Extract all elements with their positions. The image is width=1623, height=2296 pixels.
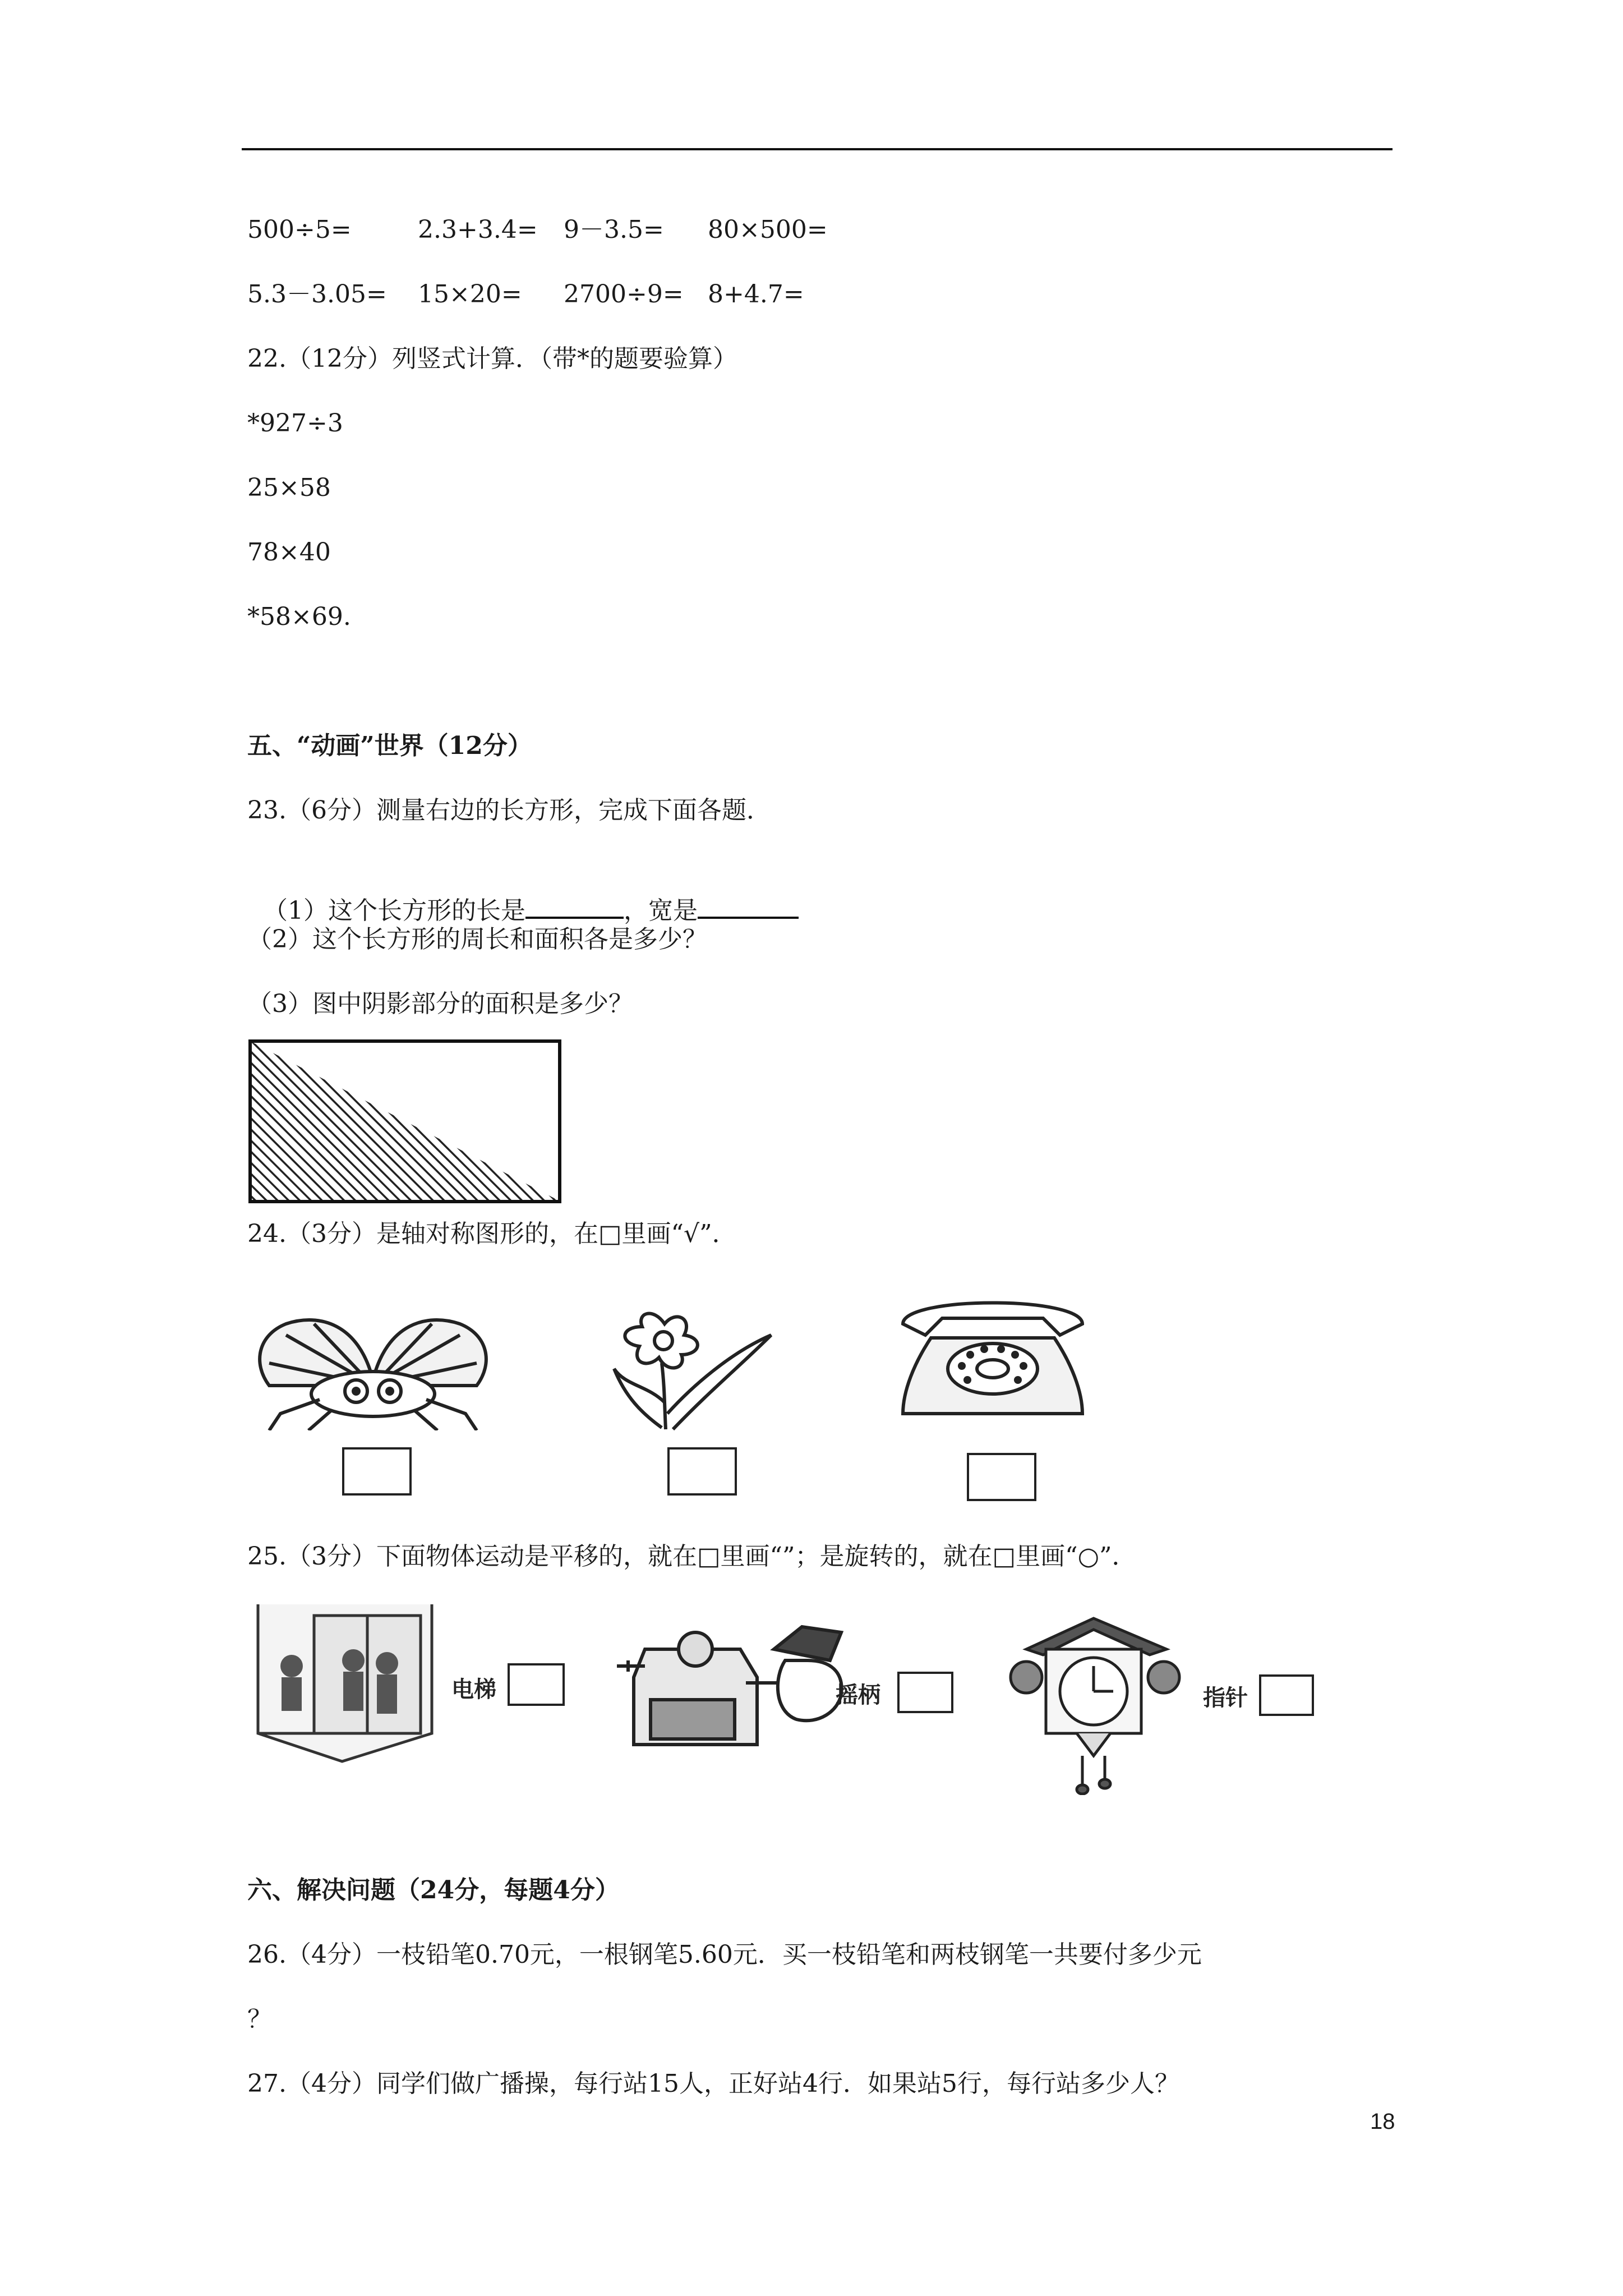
q24-telephone-checkbox[interactable] xyxy=(967,1453,1036,1501)
telephone-picture xyxy=(892,1285,1094,1425)
calc-row-1-item-4: 80×500= xyxy=(708,215,828,244)
calc-row-2-item-3: 2700÷9= xyxy=(564,280,684,309)
shaded-rectangle-figure xyxy=(247,1038,566,1206)
width-answer-blank[interactable] xyxy=(698,892,799,919)
q24-insect-checkbox[interactable] xyxy=(342,1447,412,1496)
section-5-heading: 五、“动画”世界（12分） xyxy=(247,731,532,760)
q23-part-3: （3）图中阴影部分的面积是多少？ xyxy=(247,990,633,1018)
section-6-heading: 六、解决问题（24分，每题4分） xyxy=(247,1876,620,1904)
calc-row-1-item-2: 2.3+3.4= xyxy=(418,215,538,244)
q26-line-1: 26.（4分）一枝铅笔0.70元，一根钢笔5.60元．买一枝铅笔和两枝钢笔一共要付多少元 xyxy=(247,1940,1202,1969)
crank-sharpener-picture xyxy=(617,1616,852,1756)
calc-row-2-item-1: 5.3－3.05= xyxy=(247,280,387,309)
q26-line-2: ？ xyxy=(247,2005,272,2033)
q23-part-1-length-label: （1）这个长方形的长是 xyxy=(262,896,525,925)
q23-part-2: （2）这个长方形的周长和面积各是多少？ xyxy=(247,925,707,954)
insect-picture xyxy=(247,1301,499,1430)
crank-label: 摇柄 xyxy=(836,1682,880,1708)
flower-picture xyxy=(603,1301,782,1430)
shaded-triangle xyxy=(250,1041,559,1200)
q22-item-3: 78×40 xyxy=(247,538,331,567)
page-number: 18 xyxy=(1370,2109,1395,2134)
q27-title: 27.（4分）同学们做广播操，每行站15人，正好站4行．如果站5行，每行站多少人？ xyxy=(247,2069,1179,2098)
calc-row-2-item-2: 15×20= xyxy=(418,280,522,309)
calc-row-2-item-4: 8+4.7= xyxy=(708,280,804,309)
q22-item-2: 25×58 xyxy=(247,473,331,502)
q24-title: 24.（3分）是轴对称图形的，在□里画“√”． xyxy=(247,1220,737,1248)
pointer-checkbox[interactable] xyxy=(1259,1674,1314,1716)
clock-picture xyxy=(1004,1616,1189,1795)
q25-title: 25.（3分）下面物体运动是平移的，就在□里画“”；是旋转的，就在□里画“○”． xyxy=(247,1542,1137,1571)
q23-title: 23.（6分）测量右边的长方形，完成下面各题． xyxy=(247,796,771,825)
elevator-checkbox[interactable] xyxy=(508,1663,565,1706)
q23-part-1-width-label: ，宽是 xyxy=(623,896,698,925)
q22-title: 22.（12分）列竖式计算．（带*的题要验算） xyxy=(247,344,737,373)
header-rule xyxy=(242,148,1393,150)
calc-row-1-item-3: 9－3.5= xyxy=(564,215,664,244)
pointer-label: 指针 xyxy=(1203,1685,1248,1711)
calc-row-1-item-1: 500÷5= xyxy=(247,215,352,244)
elevator-label: 电梯 xyxy=(451,1677,496,1703)
q22-item-1: *927÷3 xyxy=(247,409,343,438)
q22-item-4: *58×69. xyxy=(247,602,351,631)
q23-part-1 xyxy=(247,858,799,928)
q24-flower-checkbox[interactable] xyxy=(667,1447,737,1496)
length-answer-blank[interactable] xyxy=(525,892,624,919)
crank-checkbox[interactable] xyxy=(897,1672,953,1713)
elevator-picture xyxy=(252,1599,437,1767)
